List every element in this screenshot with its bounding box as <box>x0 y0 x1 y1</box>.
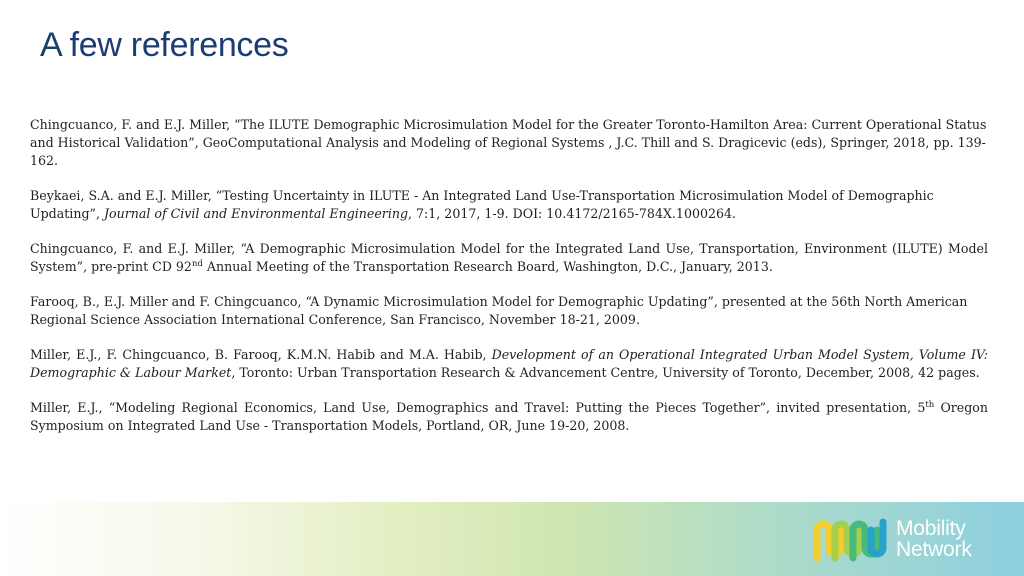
reference-item: Miller, E.J., F. Chingcuanco, B. Farooq, K.M.N. Habib and M.A. Habib, Development of an Operational Integrated Urban Model System, Volume IV: Demographic & Labour Market, Toronto: Urban Transportation Research & Advancement Centre, University of Toronto, December, 2008, 42 pages. <box>30 347 988 380</box>
reference-item: Chingcuanco, F. and E.J. Miller, “The ILUTE Demographic Microsimulation Model for the Greater Toronto-Hamilton Area: Current Operational Status and Historical Validation”, GeoComputational Analysis and Modeling of Regional Systems , J.C. Thill and S. Dragicevic (eds), Springer, 2018, pp. 139-162. <box>30 117 987 168</box>
mobility-logo-icon <box>812 516 890 562</box>
reference-list <box>30 116 988 452</box>
reference-item: Farooq, B., E.J. Miller and F. Chingcuanco, “A Dynamic Microsimulation Model for Demographic Updating”, presented at the 56th North American Regional Science Association International Conference, San Francisco, November 18-21, 2009. <box>30 294 968 327</box>
corner-marker <box>2 506 6 510</box>
reference-item: Beykaei, S.A. and E.J. Miller, “Testing Uncertainty in ILUTE - An Integrated Land Use-Transportation Microsimulation Model of Demographic Updating”, Journal of Civil and Environmental Engineering, 7:1, 2017, 1-9. DOI: 10.4172/2165-784X.1000264. <box>30 188 934 221</box>
slide-title: A few references <box>40 26 289 64</box>
logo-line-2: Network <box>896 538 972 561</box>
reference-item: Chingcuanco, F. and E.J. Miller, “A Demographic Microsimulation Model for the Integrated Land Use, Transportation, Environment (ILUTE) Model System”, pre-print CD 92nd Annual Meeting of the Transportation Research Board, Washington, D.C., January, 2013. <box>30 241 988 274</box>
logo-wordmark <box>896 518 972 560</box>
logo-line-1: Mobility <box>896 517 966 540</box>
mobility-network-logo <box>812 516 992 562</box>
reference-item: Miller, E.J., “Modeling Regional Economics, Land Use, Demographics and Travel: Putting the Pieces Together”, invited presentation, 5th Oregon Symposium on Integrated Land Use - Transportation Models, Portland, OR, June 19-20, 2008. <box>30 399 988 433</box>
